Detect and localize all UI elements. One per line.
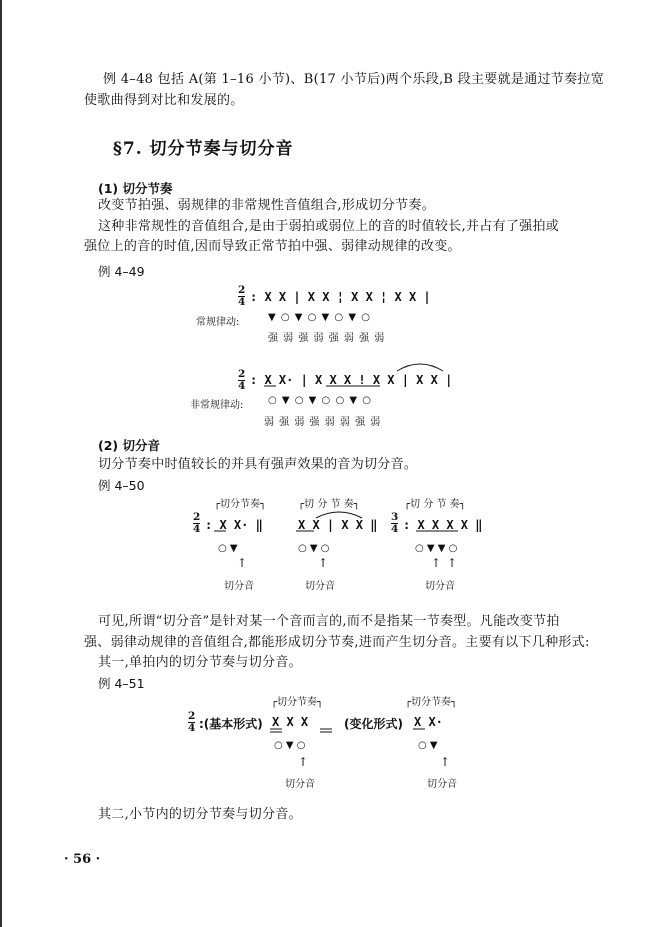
regular-pulse-words: 强 弱 强 弱 强 弱 强 弱 (268, 333, 386, 344)
irregular-rhythm-notes: : X X· | X X X ! X X | X X | (250, 373, 453, 387)
syncopation-notes-3: : X X X X ‖ (403, 518, 483, 532)
bracket-label-2: ┌切 分 节 奏┐ (298, 499, 360, 510)
time-signature-3-4: $\frac{3}{4}$ (391, 511, 399, 535)
page-edge-line (0, 0, 2, 927)
basic-pulse-symbols: ○ ▼ ○ (274, 740, 306, 751)
up-arrow-icon: ↑ (237, 556, 248, 570)
up-arrow-icon: ↑ (318, 556, 329, 570)
syncopated-note-caption-change: 切分音 (427, 779, 457, 790)
page-number: · 56 · (64, 852, 101, 867)
beam-underlines (214, 530, 474, 534)
tie-arc (395, 359, 445, 373)
pulse-symbols-2: ○ ▼ ○ (298, 543, 330, 554)
example-4-51-label: 例 4–51 (98, 676, 145, 691)
change-pulse-symbols: ○ ▼ (418, 740, 438, 751)
subsection-2-heading: (2) 切分音 (98, 438, 160, 453)
up-arrow-icon: ↑ (298, 755, 309, 769)
bracket-label-1: ┌切分节奏┐ (214, 499, 267, 510)
time-signature: $\frac{2}{4}$ (238, 368, 246, 392)
syncopated-note-caption-1: 切分音 (224, 581, 254, 592)
beam-underlines (270, 728, 470, 735)
time-signature: $\frac{2}{4}$ (188, 710, 196, 734)
syncopation-notes-2: X X | X X ‖ (298, 518, 378, 532)
example-4-50-label: 例 4–50 (98, 478, 145, 493)
up-arrow-icon: ↑ (440, 755, 451, 769)
basic-form-notes: X X X (272, 715, 309, 729)
subsection-1-heading: (1) 切分节奏 (98, 181, 173, 196)
beam-underlines (264, 385, 484, 389)
change-form-notes: X X· (414, 715, 443, 729)
subsection-2-para-1: 切分节奏中时值较长的并具有强声效果的音为切分音。 (98, 457, 418, 472)
subsection-1-para-2b: 强位上的音的时值,因而导致正常节拍中强、弱律动规律的改变。 (84, 239, 461, 254)
up-arrow-icon: ↑ (431, 556, 442, 570)
intro-line-1: 例 4–48 包括 A(第 1–16 小节)、B(17 小节后)两个乐段,B 段主要就是通过节奏拉宽 (103, 72, 605, 87)
regular-rhythm-notes: : X X | X X ¦ X X ¦ X X | (250, 290, 431, 304)
bracket-label-3: ┌切 分 节 奏┐ (404, 499, 466, 510)
intro-line-2: 使歌曲得到对比和发展的。 (84, 93, 244, 108)
example-4-49-label: 例 4–49 (98, 264, 145, 279)
irregular-pulse-symbols: ○ ▼ ○ ▼ ○ ○ ▼ ○ (268, 395, 372, 406)
body-para-1a: 可见,所谓“切分音”是针对某一个音而言的,而不是指某一节奏型。凡能改变节拍 (98, 614, 560, 629)
bracket-label-change: ┌切分节奏┐ (405, 697, 458, 708)
section-title: §7. 切分节奏与切分音 (113, 139, 294, 159)
syncopated-note-caption-basic: 切分音 (285, 779, 315, 790)
basic-form-label: :(基本形式) (199, 717, 263, 731)
change-form-label: (变化形式) (344, 717, 403, 731)
pulse-symbols-1: ○ ▼ (218, 543, 238, 554)
time-signature-2-4: $\frac{2}{4}$ (193, 511, 201, 535)
body-para-1b: 强、弱律动规律的音值组合,都能形成切分节奏,进而产生切分音。主要有以下几种形式: (84, 635, 590, 650)
syncopated-note-caption-3: 切分音 (425, 581, 455, 592)
time-signature: $\frac{2}{4}$ (238, 284, 246, 308)
syncopation-notes-1: : X X· ‖ (205, 518, 263, 532)
up-arrow-icon: ↑ (447, 556, 458, 570)
irregular-pulse-words: 弱 强 弱 强 弱 弱 强 弱 (264, 417, 382, 428)
bracket-label-basic: ┌切分节奏┐ (271, 697, 324, 708)
regular-pulse-symbols: ▼ ○ ▼ ○ ▼ ○ ▼ ○ (268, 312, 371, 323)
syncopated-note-caption-2: 切分音 (305, 581, 335, 592)
subsection-1-para-2a: 这种非常规性的音值组合,是由于弱拍或弱位上的音的时值较长,并占有了强拍或 (98, 219, 560, 234)
subsection-1-para-1: 改变节拍强、弱规律的非常规性音值组合,形成切分节奏。 (98, 198, 435, 213)
body-para-2: 其一,单拍内的切分节奏与切分音。 (98, 655, 302, 670)
regular-pulse-label: 常规律动: (196, 317, 240, 328)
pulse-symbols-3: ○ ▼ ▼ ○ (415, 543, 458, 554)
irregular-pulse-label: 非常规律动: (190, 400, 244, 411)
body-para-3: 其二,小节内的切分节奏与切分音。 (98, 807, 302, 822)
